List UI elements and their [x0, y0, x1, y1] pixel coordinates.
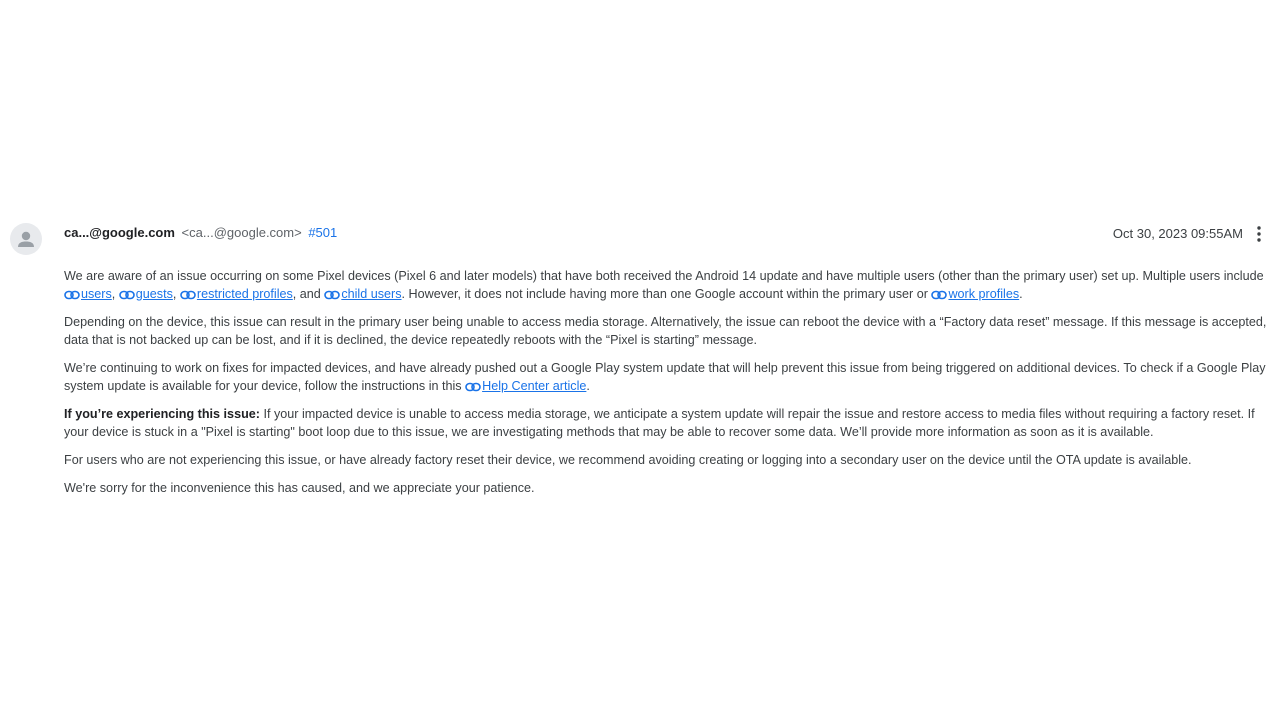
p1-sep3: , and: [292, 287, 325, 301]
paragraph-2: Depending on the device, this issue can result in the primary user being unable to access media storage. Alternatively, the issue can reboot the device with a “Factory data reset” message. If this message is accepted, data that is not backed up can be lost, and if it is declined, the device repeatedly reboots with the “Pixel is starting” message.: [64, 315, 1267, 347]
link-work-label: work profiles: [948, 287, 1020, 301]
p4-bold-lead: If you’re experiencing this issue:: [64, 407, 260, 421]
paragraph-6: We're sorry for the inconvenience this has caused, and we appreciate your patience.: [64, 481, 535, 495]
p1-text-b: . However, it does not include having more than one Google account within the primary user or: [401, 287, 932, 301]
link-help-center-article[interactable]: [465, 379, 586, 393]
message-timestamp: Oct 30, 2023 09:55AM: [1112, 226, 1243, 241]
p3-text-b: .: [586, 379, 590, 393]
link-icon: [180, 290, 196, 300]
paragraph-5: For users who are not experiencing this issue, or have already factory reset their device, we recommend avoiding creating or logging into a secondary user on the device until the OTA update is available.: [64, 453, 1192, 467]
message-id-link[interactable]: #501: [308, 225, 338, 240]
link-icon: [931, 290, 947, 300]
link-icon: [119, 290, 135, 300]
paragraph-1: [64, 267, 1268, 303]
link-work-profiles[interactable]: [931, 287, 1019, 301]
p3-text-a: We’re continuing to work on fixes for impacted devices, and have already pushed out a Google Play system update that will help prevent this issue from being triggered on additional devices. To check if a Google Play system update is available for your device, follow the instructions in this: [64, 361, 1266, 393]
link-users[interactable]: [64, 287, 112, 301]
message-body: [64, 267, 1268, 507]
link-users-label: users: [81, 287, 112, 301]
message-header: [64, 224, 337, 242]
p1-sep1: ,: [111, 287, 119, 301]
link-icon: [465, 382, 481, 392]
link-restricted-profiles[interactable]: [180, 287, 293, 301]
link-restricted-label: restricted profiles: [196, 287, 293, 301]
p1-text-c: .: [1019, 287, 1023, 301]
link-child-users[interactable]: [324, 287, 401, 301]
avatar[interactable]: [10, 223, 42, 255]
more-vert-icon: [1250, 224, 1268, 244]
sender-name: ca...@google.com: [64, 225, 175, 240]
p4-text: If your impacted device is unable to access media storage, we anticipate a system update will repair the issue and restore access to media files without requiring a factory reset. If your device is stuck in a "Pixel is starting" boot loop due to this issue, we are investigating methods that may be able to recover some data. We’ll provide more information as soon as it is available.: [64, 407, 1255, 439]
link-help-label: Help Center article: [482, 379, 587, 393]
link-guests-label: guests: [135, 287, 173, 301]
link-icon: [64, 290, 80, 300]
link-icon: [324, 290, 340, 300]
paragraph-4: [64, 405, 1268, 441]
p1-sep2: ,: [172, 287, 180, 301]
person-icon: [10, 223, 42, 255]
paragraph-3: [64, 359, 1268, 395]
sender-email: <ca...@google.com>: [181, 225, 302, 240]
more-options-button[interactable]: [1250, 224, 1268, 244]
link-child-label: child users: [341, 287, 402, 301]
link-guests[interactable]: [119, 287, 173, 301]
p1-text-a: We are aware of an issue occurring on some Pixel devices (Pixel 6 and later models) that have both received the Android 14 update and have multiple users (other than the primary user) set up. Multiple users include: [64, 269, 1264, 283]
